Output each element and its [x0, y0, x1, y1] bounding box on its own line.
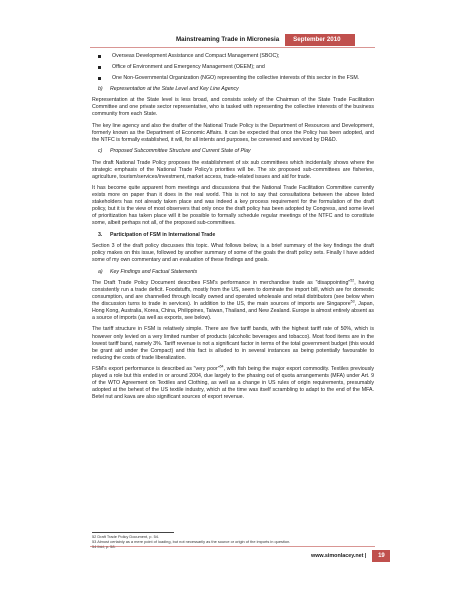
section-heading-3: [92, 232, 374, 239]
footnote-ref[interactable]: 52: [350, 277, 355, 282]
page-body: [92, 53, 374, 406]
paragraph-export-performance: [92, 366, 374, 401]
paragraph-key-line-agency: The key line agency and also the drafter of the National Trade Policy is the Department of Resources and Development, formerly known as the Department of Economic Affairs. It can be expected that once the Policy has been adopted, and the NTFC is formally established, it will, for all intents and purposes, be convened and serviced by DR&D.: [92, 122, 374, 143]
square-bullet-icon: [98, 55, 101, 58]
paragraph-subcommittees: The draft National Trade Policy proposes the establishment of six sub committees which incidentally shows where the strategic emphasis of the National Trade Policy's priorities will be. The six proposed sub-committees are fisheries, agriculture, tourism/services/investment, market access, trade-related issues and aid for trade.: [92, 159, 374, 180]
page-footer: [311, 550, 390, 562]
footer-divider: [90, 546, 375, 547]
paragraph-text: The Draft Trade Policy Document describes FSM's performance in merchandise trade as "disappointing": [92, 279, 351, 286]
list-item: [92, 75, 374, 82]
paragraph-text: , Japan, Hong Kong, Australia, Korea, China, Philippines, Taiwan, Thailand, and New Zealand. Europe is almost entirely absent as a source of imports (as well as exports, see below).: [92, 300, 375, 321]
subheading-b: [92, 86, 374, 93]
paragraph-text: , with fish being the major export commodity. Textiles previously played a role but this ended in or around 2004, due largely to the phasing out of quota arrangements (MFA) under Art. 9 of the WTO Agreement on Textiles and Clothing, as well as a change in US rules of origin requirements, presumably adopted at the behest of the US textile industry, which at the time was itself scrambling to adapt to the end of the MFA. Betel nut and kava are also significant sources of export revenue.: [92, 366, 374, 401]
subheading-text: Proposed Subcommittee Structure and Current State of Play: [110, 148, 251, 155]
subheading-label: a): [98, 268, 103, 275]
subheading-label: c): [98, 148, 103, 155]
footer-url-link[interactable]: www.simonlacey.net |: [311, 553, 367, 559]
member-list: [92, 53, 374, 82]
paragraph-merchandise-trade: [92, 277, 375, 322]
footnote-ref[interactable]: 54: [219, 364, 224, 369]
subheading-text: Key Findings and Factual Statements: [110, 268, 198, 275]
square-bullet-icon: [98, 66, 101, 69]
subheading-text: Representation at the State Level and Key Line Agency: [110, 86, 239, 93]
list-item-text: One Non-Governmental Organization (NGO) representing the collective interests of this sector in the FSM.: [112, 75, 360, 82]
footnote: 52 Draft Trade Policy Document, p. 54.: [92, 534, 160, 539]
list-item: [92, 53, 374, 60]
footnote: 53 Almost certainly as a mere point of loading, but not necessarily as the source or origin of the imports in question.: [92, 539, 291, 545]
page-header: [176, 34, 355, 46]
paragraph-ntfc-status: It has become quite apparent from meetings and discussions that the National Trade Facilitation Committee currently exists more on paper than it does in the real world. This is not to say that consultations between the above listed stakeholders has not already taken place and was indeed a key process requirement for the formulation of the draft policy, but it is the view of most observers that only once the draft policy has been adopted by Congress, and some level of prioritization has taken place will it be possible to formally schedule regular meetings of the NTFC and to constitute some, albeit perhaps not all, of the proposed sub-committees.: [92, 185, 374, 227]
header-date-badge: September 2010: [285, 34, 355, 46]
subheading-c: [92, 148, 374, 155]
footnote-divider: [92, 532, 174, 533]
paragraph-text: , having consistently run a trade deficit. Foodstuffs, mostly from the US, seem to dominate the import bill, which are for domestic consumption, and are channelled through locally owned and operated wholesale and retail distributors (see below when the discussion turns to trade in services). In addition to the US, the main sources of imports are Singapore: [92, 279, 375, 307]
section-number: 3.: [98, 231, 103, 238]
list-item-text: Office of Environment and Emergency Management (OEEM); and: [112, 64, 265, 71]
list-item: [92, 64, 374, 71]
header-divider: [90, 47, 375, 48]
list-item-text: Overseas Development Assistance and Compact Management (SBOC);: [112, 53, 280, 59]
page-number-badge: 19: [372, 550, 390, 562]
subheading-a: [92, 269, 374, 276]
section-title: Participation of FSM in International Trade: [110, 231, 216, 238]
paragraph-tariff-structure: The tariff structure in FSM is relatively simple. There are five tariff bands, with the highest tariff rate of 50%, which is however only levied on a very limited number of products (alcoholic beverages and tobacco). Most food items are in the lowest tariff band, namely 3%. Tariff revenue is not a significant factor in terms of the total government budget (this would be grant aid under the Compact) and this fact is alluded to in several instances as being potentially favourable to reducing the costs of trade liberalization.: [92, 326, 374, 361]
paragraph-text: FSM's export performance is described as "very poor": [92, 366, 220, 373]
paragraph-section3-intro: Section 3 of the draft policy discusses this topic. What follows below, is a brief summary of the key findings the draft policy makes on this issue, followed by another summary of some of the goals the draft policy sets. Finally I have added some of my own commentary and an evaluation of these findings and goals.: [92, 242, 374, 264]
paragraph-state-representation: Representation at the State level is less broad, and consists solely of the Chairman of the State Trade Facilitation Committee and one private sector representative, who is tasked with representing the collective interests of the business community from each State.: [92, 97, 374, 118]
subheading-label: b): [98, 86, 103, 93]
footnotes: [92, 534, 374, 550]
footnote-ref[interactable]: 53: [350, 299, 355, 304]
square-bullet-icon: [98, 77, 101, 80]
header-title: Mainstreaming Trade in Micronesia: [176, 36, 280, 43]
